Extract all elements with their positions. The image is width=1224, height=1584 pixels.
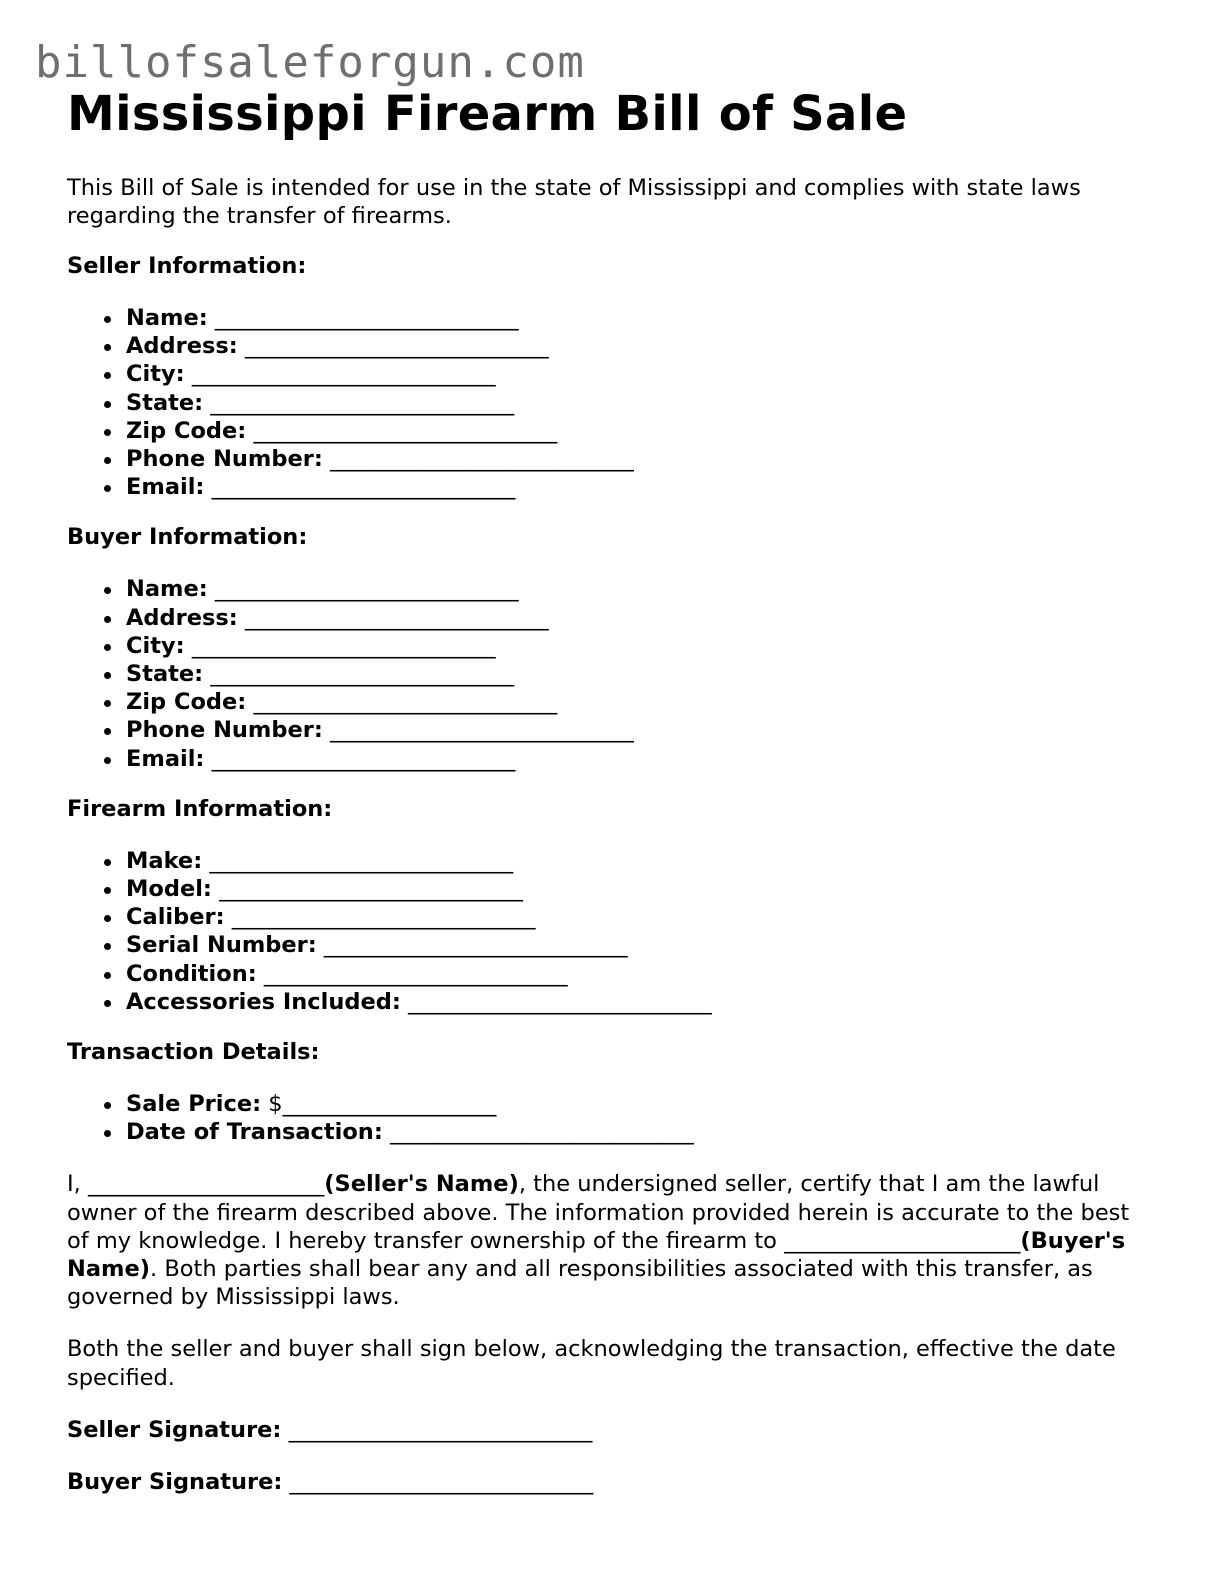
field-label: Make: bbox=[126, 847, 203, 874]
field-label: Address: bbox=[126, 333, 238, 360]
cert-text-3: . Both parties shall bear any and all responsibilities associated with this transfer, as governed by Mississippi laws. bbox=[67, 1256, 1093, 1311]
blank-line: ___________________________ bbox=[330, 717, 634, 744]
blank-line: ___________________________ bbox=[214, 305, 519, 331]
page-title: Mississippi Firearm Bill of Sale bbox=[67, 86, 908, 142]
buyer-name-label: (Buyer's Name) bbox=[67, 1227, 1126, 1283]
seller-signature-line[interactable] bbox=[67, 1416, 1157, 1444]
seller-state-field[interactable] bbox=[126, 389, 1157, 417]
blank-line: ___________________________ bbox=[244, 333, 549, 360]
field-label: Address: bbox=[126, 604, 238, 631]
blank-line: ___________________________ bbox=[210, 661, 515, 688]
site-watermark: billofsaleforgun.com bbox=[35, 37, 585, 88]
buyer-address-field[interactable] bbox=[126, 604, 1157, 632]
buyer-name-blank[interactable]: _____________________ bbox=[784, 1227, 1021, 1254]
firearm-model-field[interactable] bbox=[126, 875, 1157, 903]
buyer-section-heading: Buyer Information: bbox=[67, 524, 308, 551]
blank-line: ___________________________ bbox=[253, 689, 558, 716]
field-label: Condition: bbox=[126, 960, 257, 987]
firearm-caliber-field[interactable] bbox=[126, 903, 1157, 931]
blank-line: ___________________________ bbox=[289, 1468, 594, 1495]
blank-line: ___________________________ bbox=[288, 1416, 593, 1443]
blank-line: ___________________________ bbox=[191, 361, 496, 388]
buyer-state-field[interactable] bbox=[126, 660, 1157, 688]
transaction-section-heading: Transaction Details: bbox=[67, 1039, 320, 1066]
certification-paragraph bbox=[67, 1170, 1157, 1311]
field-label: Date of Transaction: bbox=[126, 1119, 383, 1146]
field-label: Phone Number: bbox=[126, 446, 323, 473]
cert-text-2: , the undersigned seller, certify that I am the lawful owner of the firearm described above. The information provided herein is accurate to the best of my knowledge. I hereby transfer ownership of the firearm to bbox=[67, 1171, 1130, 1254]
firearm-section-heading: Firearm Information: bbox=[67, 795, 333, 822]
seller-name-field[interactable] bbox=[126, 304, 1157, 332]
buyer-zip-field[interactable] bbox=[126, 688, 1157, 716]
blank-line: ___________________________ bbox=[231, 904, 536, 931]
field-label: State: bbox=[126, 661, 204, 688]
field-label: Name: bbox=[126, 576, 208, 603]
buyer-field-list bbox=[67, 575, 1157, 772]
acknowledgment-paragraph: Both the seller and buyer shall sign below, acknowledging the transaction, effective the date specified. bbox=[67, 1336, 1116, 1391]
seller-section-heading: Seller Information: bbox=[67, 253, 307, 279]
field-label: Email: bbox=[126, 745, 205, 772]
field-label: City: bbox=[126, 361, 185, 388]
firearm-serial-field[interactable] bbox=[126, 931, 1157, 959]
transaction-date-field[interactable] bbox=[126, 1118, 1157, 1146]
seller-name-label: (Seller's Name) bbox=[324, 1171, 519, 1198]
blank-line: ___________________________ bbox=[214, 576, 519, 603]
field-label: Email: bbox=[126, 474, 205, 501]
buyer-email-field[interactable] bbox=[126, 745, 1157, 773]
field-label: City: bbox=[126, 632, 185, 659]
field-label: Sale Price: bbox=[126, 1091, 262, 1118]
field-label: Zip Code: bbox=[126, 417, 247, 444]
seller-address-field[interactable] bbox=[126, 332, 1157, 360]
blank-line: ___________________________ bbox=[389, 1119, 694, 1146]
firearm-make-field[interactable] bbox=[126, 847, 1157, 875]
blank-line: ___________________________ bbox=[330, 446, 634, 473]
seller-email-field[interactable] bbox=[126, 473, 1157, 501]
buyer-signature-label: Buyer Signature: bbox=[67, 1468, 283, 1495]
field-label: Caliber: bbox=[126, 904, 225, 931]
blank-line: ___________________________ bbox=[219, 876, 523, 903]
seller-name-blank[interactable]: _____________________ bbox=[87, 1171, 325, 1198]
transaction-field-list bbox=[67, 1090, 1157, 1146]
field-label: Zip Code: bbox=[126, 689, 247, 716]
field-label: Name: bbox=[126, 305, 208, 331]
firearm-condition-field[interactable] bbox=[126, 960, 1157, 988]
field-label: Accessories Included: bbox=[126, 988, 401, 1015]
buyer-phone-field[interactable] bbox=[126, 716, 1157, 744]
cert-text-1: I, bbox=[67, 1171, 88, 1198]
blank-line: ___________________________ bbox=[263, 960, 568, 987]
blank-line: ___________________________ bbox=[211, 474, 516, 501]
seller-zip-field[interactable] bbox=[126, 417, 1157, 445]
firearm-accessories-field[interactable] bbox=[126, 988, 1157, 1016]
field-label: State: bbox=[126, 389, 204, 416]
field-label: Serial Number: bbox=[126, 932, 317, 959]
buyer-signature-line[interactable] bbox=[67, 1468, 1157, 1496]
blank-line: ___________________________ bbox=[253, 417, 558, 444]
field-label: Phone Number: bbox=[126, 717, 323, 744]
seller-field-list bbox=[67, 304, 1157, 501]
blank-line: ___________________________ bbox=[323, 932, 628, 959]
sale-price-field[interactable] bbox=[126, 1090, 1157, 1118]
blank-line: ___________________________ bbox=[407, 988, 712, 1015]
sale-price-blank: $___________________ bbox=[268, 1091, 497, 1118]
blank-line: ___________________________ bbox=[211, 745, 516, 772]
buyer-city-field[interactable] bbox=[126, 632, 1157, 660]
blank-line: ___________________________ bbox=[209, 847, 514, 874]
seller-city-field[interactable] bbox=[126, 360, 1157, 388]
blank-line: ___________________________ bbox=[210, 389, 515, 416]
blank-line: ___________________________ bbox=[244, 604, 549, 631]
seller-signature-label: Seller Signature: bbox=[67, 1416, 282, 1443]
intro-paragraph: This Bill of Sale is intended for use in the state of Mississippi and complies with state laws regarding the transfer of firearms. bbox=[67, 175, 1081, 229]
field-label: Model: bbox=[126, 876, 212, 903]
buyer-name-field[interactable] bbox=[126, 575, 1157, 603]
document bbox=[67, 84, 1157, 1496]
seller-phone-field[interactable] bbox=[126, 445, 1157, 473]
blank-line: ___________________________ bbox=[191, 632, 496, 659]
firearm-field-list bbox=[67, 847, 1157, 1016]
